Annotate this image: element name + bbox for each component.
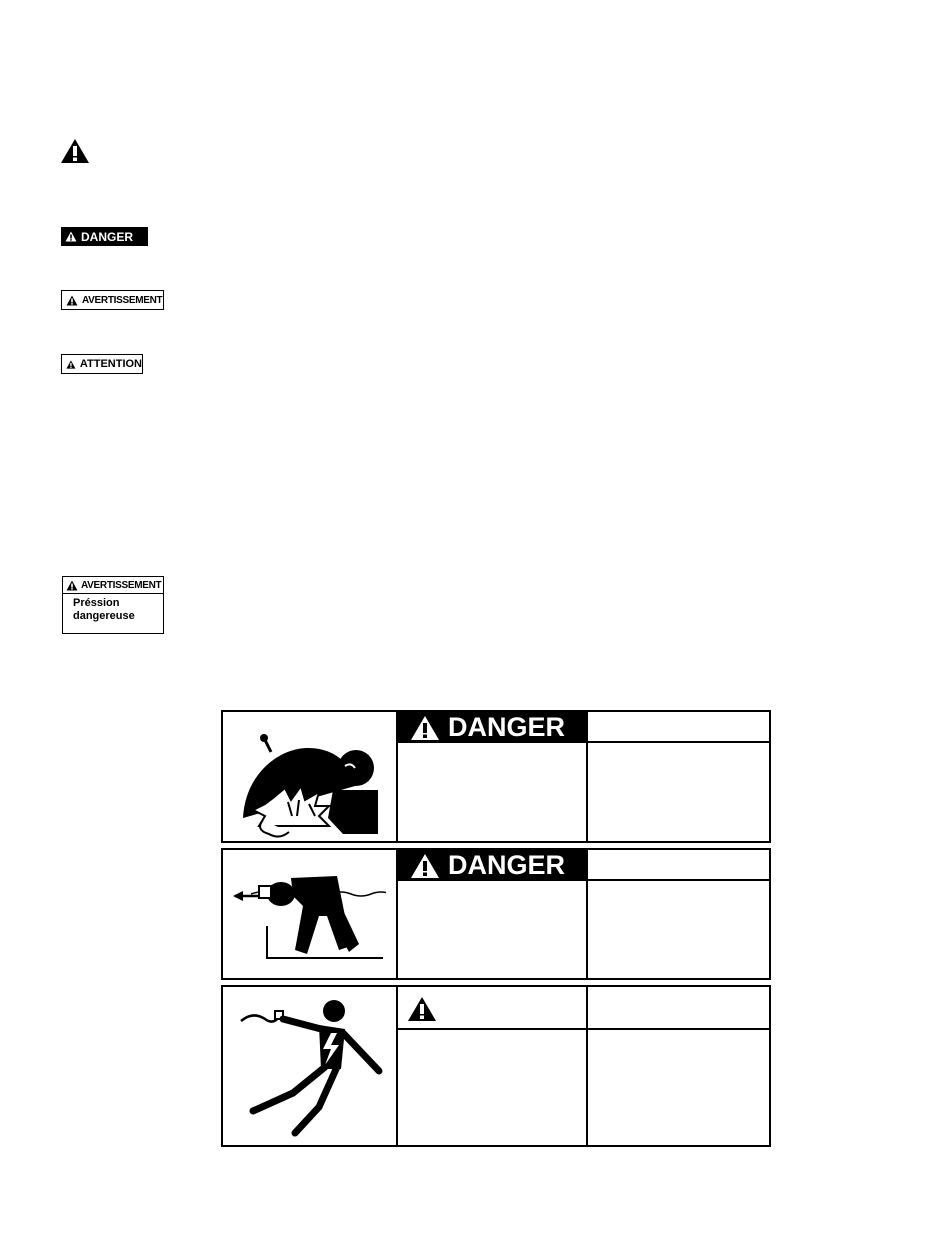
danger-header	[398, 850, 586, 881]
hazard-panel-explosion	[221, 710, 771, 843]
warning-triangle-icon	[66, 359, 76, 370]
signal-word-text: DANGER	[81, 229, 134, 244]
warning-triangle-icon	[410, 853, 440, 879]
signal-word-avertissement	[61, 290, 164, 310]
drowning-suction-hazard-icon	[231, 866, 386, 962]
label-header	[63, 577, 163, 594]
danger-text: DANGER	[448, 712, 566, 742]
label-line-1: Préssion	[73, 597, 120, 609]
signal-word-attention	[61, 354, 143, 374]
warning-triangle-icon	[66, 295, 78, 306]
danger-text: DANGER	[448, 850, 566, 880]
electrical-shock-hazard-icon	[233, 997, 388, 1139]
warning-triangle-icon	[410, 715, 440, 741]
label-header-text: AVERTISSEMENT	[81, 579, 162, 591]
label-line-2: dangereuse	[73, 610, 135, 622]
signal-word-text: AVERTISSEMENT	[82, 294, 163, 306]
signal-word-text: ATTENTION	[79, 358, 142, 370]
warning-triangle-icon	[65, 231, 77, 242]
warning-triangle-icon	[407, 996, 437, 1022]
signal-word-danger	[61, 227, 148, 246]
warning-triangle-icon	[66, 580, 78, 591]
danger-header	[398, 712, 586, 743]
explosion-hazard-icon	[233, 730, 383, 838]
pressure-warning-label	[62, 576, 164, 634]
hazard-panel-suction	[221, 848, 771, 980]
hazard-panel-electrical	[221, 985, 771, 1147]
safety-alert-icon	[60, 138, 90, 164]
label-body	[63, 594, 163, 623]
